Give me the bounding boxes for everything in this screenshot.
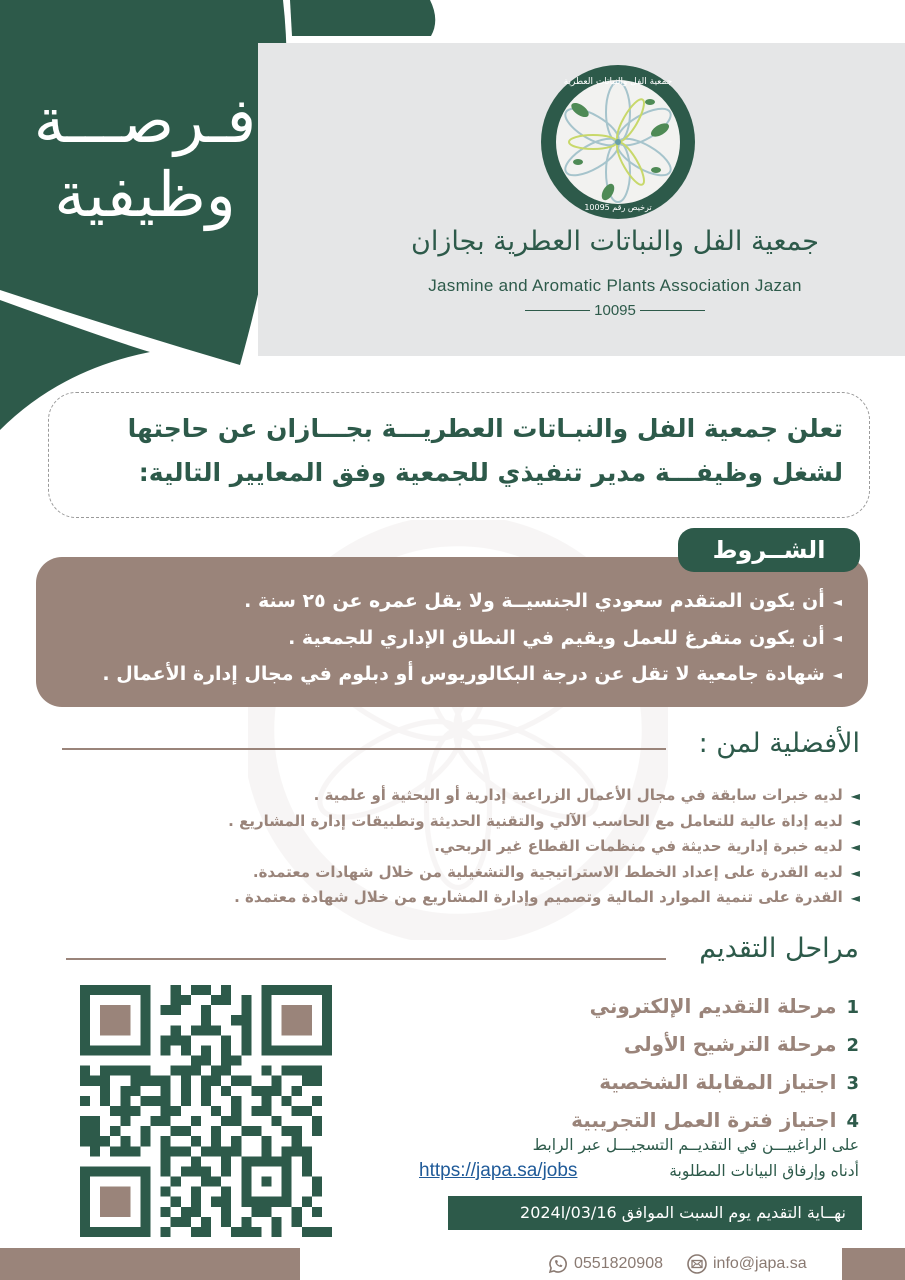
hero-title	[20, 84, 270, 231]
preference-list	[80, 783, 860, 911]
preference-item: ◄لديه خبرة إدارية حديثة في منظمات القطاع غير الربحي.	[434, 837, 860, 855]
deadline-banner: نهــاية التقديم يوم السبت الموافق 2024l/03/16	[448, 1196, 862, 1230]
condition-item: ◄أن يكون المتقدم سعودي الجنسيــة ولا يقل عمره عن ٢٥ سنة .	[244, 590, 842, 612]
email-address[interactable]: info@japa.sa	[712, 1255, 807, 1272]
hero-title-line2: وظيفية	[54, 158, 236, 231]
section-divider	[66, 958, 666, 960]
preference-item: ◄لديه القدرة على إعداد الخطط الاستراتيجية والتشغيلية من خلال شهادات معتمدة.	[252, 862, 860, 881]
step-item: 1مرحلة التقديم الإلكتروني	[589, 994, 859, 1018]
preference-item: ◄لديه خبرات سابقة في مجال الأعمال الزراعية إدارية أو البحثية أو علمية .	[313, 786, 860, 804]
announcement-line1: تعلن جمعية الفل والنبـاتات العطريـــة بجـــازان عن حاجتها	[127, 414, 843, 443]
preference-title: الأفضلية لمن :	[698, 728, 860, 759]
phone-number[interactable]: 0551820908	[574, 1255, 663, 1272]
condition-item: ◄شهادة جامعية لا تقل عن درجة البكالوريوس أو دبلوم في مجال إدارة الأعمال .	[102, 663, 842, 685]
announcement-box	[48, 392, 870, 518]
organization-name-arabic: جمعية الفل والنباتات العطرية بجازان	[411, 226, 819, 257]
conditions-title: الشــروط	[678, 528, 860, 572]
conditions-list	[36, 557, 868, 707]
license-number	[525, 302, 705, 319]
condition-item: ◄أن يكون متفرغ للعمل ويقيم في النطاق الإداري للجمعية .	[288, 626, 842, 649]
jobs-link[interactable]: https://japa.sa/jobs	[419, 1160, 578, 1181]
triangle-bullet-icon: ◄	[850, 814, 860, 829]
step-item: 3اجتياز المقابلة الشخصية	[599, 1070, 859, 1094]
footer-bar-left	[0, 1248, 300, 1280]
registration-line2: أدناه وإرفاق البيانات المطلوبة	[669, 1162, 859, 1180]
triangle-bullet-icon: ◄	[850, 865, 860, 880]
qr-code[interactable]	[80, 985, 332, 1237]
triangle-bullet-icon: ◄	[832, 631, 842, 645]
registration-line1: على الراغبيـــن في التقديــم التسجيـــل عبر الرابط	[532, 1136, 859, 1154]
divider-line	[640, 310, 705, 312]
steps-list	[459, 988, 859, 1140]
triangle-bullet-icon: ◄	[850, 891, 860, 905]
logo-ring-text-bottom: ترخيص رقم 10095	[584, 203, 652, 212]
hero-title-line1: فـرصـــة	[33, 84, 257, 157]
footer-contacts	[548, 1251, 807, 1277]
steps-title: مراحل التقديم	[699, 933, 859, 964]
whatsapp-icon	[548, 1254, 568, 1274]
announcement-line2: لشغل وظيفـــة مدير تنفيذي للجمعية وفق المعايير التالية:	[138, 458, 843, 487]
organization-name-english: Jasmine and Aromatic Plants Association Jazan	[428, 276, 802, 295]
logo-ring-text-top: جمعية الفل والنباتات العطرية	[563, 77, 673, 87]
step-item: 4اجتياز فترة العمل التجريبية	[571, 1108, 859, 1132]
triangle-bullet-icon: ◄	[832, 667, 842, 682]
triangle-bullet-icon: ◄	[832, 594, 842, 609]
registration-instructions	[419, 1132, 859, 1184]
divider-line	[525, 310, 590, 312]
triangle-bullet-icon: ◄	[850, 840, 860, 854]
footer-bar-right	[842, 1248, 905, 1280]
association-logo	[538, 62, 698, 222]
mail-icon	[687, 1254, 707, 1274]
section-divider	[62, 748, 666, 750]
preference-item: ◄لديه إداة عالية للتعامل مع الحاسب الآلي والتقنية الحديثة وتطبيقات إدارة المشاريع .	[228, 811, 860, 830]
license-number-text: 10095	[594, 302, 636, 319]
triangle-bullet-icon: ◄	[850, 789, 860, 803]
step-item: 2مرحلة الترشيح الأولى	[623, 1032, 859, 1056]
preference-item: ◄القدرة على تنمية الموارد المالية وتصميم وإدارة المشاريع من خلال شهادة معتمدة .	[234, 888, 860, 906]
